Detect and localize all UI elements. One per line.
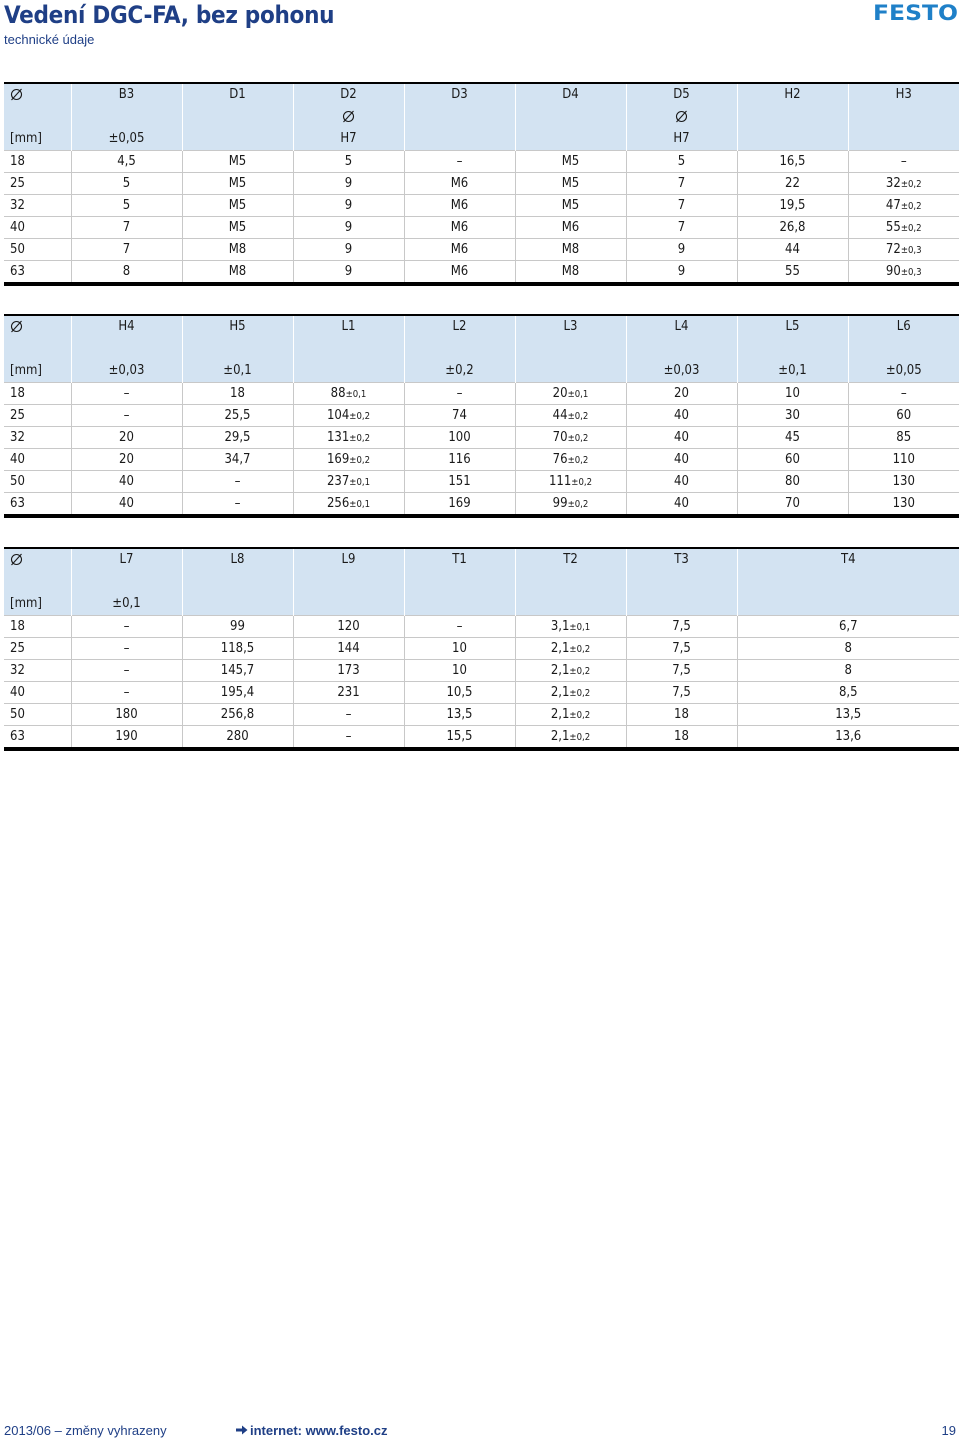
- tolerance: ±0,2: [900, 223, 922, 234]
- table-cell: 7: [626, 173, 737, 195]
- table-cell: 256±0,1: [293, 493, 404, 517]
- column-header: D5: [626, 83, 737, 106]
- table-row: [4, 726, 959, 750]
- header-cell: [626, 106, 737, 128]
- table-cell: 130: [848, 471, 959, 493]
- column-header: T3: [626, 548, 737, 571]
- table-cell: 2,1±0,2: [515, 726, 626, 750]
- header-cell: [404, 571, 515, 593]
- table-cell: 25,5: [182, 405, 293, 427]
- table-cell: 10,5: [404, 682, 515, 704]
- table-cell: 60: [737, 449, 848, 471]
- table-cell: 180: [71, 704, 182, 726]
- table-cell: –: [182, 493, 293, 517]
- table-row: [4, 217, 959, 239]
- column-header: L6: [848, 315, 959, 338]
- page-subtitle: technické údaje: [4, 32, 95, 47]
- table-cell: M5: [182, 151, 293, 173]
- table-cell: 9: [293, 195, 404, 217]
- table-cell: 85: [848, 427, 959, 449]
- table-cell: 45: [737, 427, 848, 449]
- table-cell: 195,4: [182, 682, 293, 704]
- table-cell: 116: [404, 449, 515, 471]
- table-cell: 7,5: [626, 616, 737, 638]
- table-cell: 22: [737, 173, 848, 195]
- column-header: L4: [626, 315, 737, 338]
- table-cell: 19,5: [737, 195, 848, 217]
- table-cell: –: [71, 660, 182, 682]
- header-cell: [4, 338, 71, 360]
- table-cell: 25: [4, 405, 71, 427]
- table-cell: 74: [404, 405, 515, 427]
- table-cell: 8: [737, 660, 959, 682]
- table-cell: 40: [71, 471, 182, 493]
- table-cell: 8: [737, 638, 959, 660]
- table-cell: 63: [4, 493, 71, 517]
- table-cell: 40: [71, 493, 182, 517]
- table-cell: 3,1±0,1: [515, 616, 626, 638]
- header-cell: [182, 338, 293, 360]
- table-cell: 10: [404, 638, 515, 660]
- table-row: [4, 616, 959, 638]
- table-cell: –: [848, 151, 959, 173]
- table-cell: M5: [515, 173, 626, 195]
- column-header: H2: [737, 83, 848, 106]
- tolerance-header: [626, 593, 737, 616]
- table-cell: 70: [737, 493, 848, 517]
- tolerance-header: ±0,1: [71, 593, 182, 616]
- table-cell: 7: [626, 195, 737, 217]
- column-header: L3: [515, 315, 626, 338]
- table-cell: 15,5: [404, 726, 515, 750]
- diameter-header: [4, 83, 71, 106]
- tolerance-header: [737, 128, 848, 151]
- table-cell: 2,1±0,2: [515, 682, 626, 704]
- table-cell: 50: [4, 239, 71, 261]
- table-cell: –: [182, 471, 293, 493]
- table-cell: 151: [404, 471, 515, 493]
- tolerance: ±0,2: [567, 499, 589, 510]
- table-cell: 55: [737, 261, 848, 285]
- header-cell: [515, 338, 626, 360]
- column-header: T2: [515, 548, 626, 571]
- table-cell: –: [71, 616, 182, 638]
- table-cell: 190: [71, 726, 182, 750]
- dimensions-table-2: [4, 314, 959, 518]
- table-cell: 44±0,2: [515, 405, 626, 427]
- tolerance: ±0,2: [569, 688, 591, 699]
- table-cell: 40: [4, 449, 71, 471]
- table-row: [4, 704, 959, 726]
- table-cell: 32±0,2: [848, 173, 959, 195]
- header-cell: [182, 106, 293, 128]
- tolerance-header: ±0,1: [737, 360, 848, 383]
- column-header: D4: [515, 83, 626, 106]
- unit-header: [mm]: [4, 360, 71, 383]
- tolerance: ±0,2: [569, 644, 591, 655]
- table-cell: 5: [71, 195, 182, 217]
- table-cell: 280: [182, 726, 293, 750]
- table-row: [4, 405, 959, 427]
- footer-link-text: internet: www.festo.cz: [250, 1423, 388, 1438]
- table-row: [4, 239, 959, 261]
- table-cell: 118,5: [182, 638, 293, 660]
- tolerance: ±0,2: [567, 411, 589, 422]
- table-cell: M5: [515, 195, 626, 217]
- table-cell: 20±0,1: [515, 383, 626, 405]
- tolerance-header: [737, 593, 959, 616]
- header-cell: [515, 571, 626, 593]
- tolerance: ±0,2: [569, 710, 591, 721]
- table-cell: 63: [4, 726, 71, 750]
- tolerance: ±0,1: [569, 622, 591, 633]
- page-title: Vedení DGC-FA, bez pohonu: [4, 1, 335, 29]
- table-cell: 20: [626, 383, 737, 405]
- column-header: H3: [848, 83, 959, 106]
- table-cell: 10: [404, 660, 515, 682]
- table-row: [4, 449, 959, 471]
- table-cell: 7,5: [626, 682, 737, 704]
- table-cell: –: [71, 682, 182, 704]
- tolerance-header: ±0,2: [404, 360, 515, 383]
- table-cell: 18: [182, 383, 293, 405]
- table-cell: 40: [626, 493, 737, 517]
- table-cell: –: [404, 151, 515, 173]
- tolerance: ±0,2: [569, 732, 591, 743]
- tolerance: ±0,1: [567, 389, 589, 400]
- tolerance-header: [404, 128, 515, 151]
- table-cell: 18: [4, 616, 71, 638]
- table-cell: 76±0,2: [515, 449, 626, 471]
- table-cell: 72±0,3: [848, 239, 959, 261]
- table-cell: –: [404, 616, 515, 638]
- table-cell: 7: [71, 217, 182, 239]
- table-cell: 40: [4, 682, 71, 704]
- header-cell: [626, 571, 737, 593]
- table-cell: 20: [71, 427, 182, 449]
- table-cell: 169: [404, 493, 515, 517]
- table-cell: 88±0,1: [293, 383, 404, 405]
- column-header: T4: [737, 548, 959, 571]
- unit-header: [mm]: [4, 593, 71, 616]
- table-cell: M6: [404, 217, 515, 239]
- table-cell: 18: [626, 726, 737, 750]
- table-cell: 120: [293, 616, 404, 638]
- table-row: [4, 261, 959, 285]
- tolerance-header: ±0,05: [71, 128, 182, 151]
- table-cell: M6: [404, 239, 515, 261]
- table-cell: 99±0,2: [515, 493, 626, 517]
- table-cell: 13,6: [737, 726, 959, 750]
- table-cell: 130: [848, 493, 959, 517]
- table-cell: 18: [626, 704, 737, 726]
- tolerance: ±0,2: [567, 455, 589, 466]
- table-row: [4, 383, 959, 405]
- table-cell: M6: [515, 217, 626, 239]
- column-header: L9: [293, 548, 404, 571]
- table-cell: 26,8: [737, 217, 848, 239]
- table-cell: M8: [515, 239, 626, 261]
- table-cell: 8: [71, 261, 182, 285]
- table-cell: –: [293, 726, 404, 750]
- table-cell: 40: [4, 217, 71, 239]
- table-cell: 18: [4, 383, 71, 405]
- table-cell: 25: [4, 173, 71, 195]
- table-cell: 32: [4, 660, 71, 682]
- table-cell: 2,1±0,2: [515, 660, 626, 682]
- tolerance: ±0,2: [349, 455, 371, 466]
- column-header: L7: [71, 548, 182, 571]
- unit-header: [mm]: [4, 128, 71, 151]
- table-cell: 173: [293, 660, 404, 682]
- tolerance: ±0,3: [900, 267, 922, 278]
- table-cell: 50: [4, 704, 71, 726]
- table-cell: 25: [4, 638, 71, 660]
- tolerance: ±0,1: [349, 477, 371, 488]
- table-cell: –: [71, 405, 182, 427]
- dimensions-table-1: [4, 82, 959, 286]
- table-cell: 8,5: [737, 682, 959, 704]
- tolerance: ±0,2: [569, 666, 591, 677]
- table-cell: 7,5: [626, 660, 737, 682]
- table-cell: 6,7: [737, 616, 959, 638]
- column-header: L2: [404, 315, 515, 338]
- header-cell: [737, 106, 848, 128]
- table-cell: 144: [293, 638, 404, 660]
- diameter-header: [4, 548, 71, 571]
- tolerance: ±0,3: [900, 245, 922, 256]
- tolerance-header: [293, 360, 404, 383]
- table-cell: 9: [626, 261, 737, 285]
- table-cell: 110: [848, 449, 959, 471]
- table-cell: –: [404, 383, 515, 405]
- table-cell: 231: [293, 682, 404, 704]
- tolerance: ±0,2: [900, 179, 922, 190]
- table-cell: 7: [71, 239, 182, 261]
- table-cell: 13,5: [737, 704, 959, 726]
- table-row: [4, 471, 959, 493]
- column-header: D2: [293, 83, 404, 106]
- header-cell: [626, 338, 737, 360]
- tolerance-header: [404, 593, 515, 616]
- header-cell: [737, 571, 959, 593]
- column-header: H4: [71, 315, 182, 338]
- table-cell: 60: [848, 405, 959, 427]
- tolerance: ±0,2: [571, 477, 593, 488]
- table-row: [4, 151, 959, 173]
- tolerance-header: [848, 128, 959, 151]
- column-header: T1: [404, 548, 515, 571]
- table-row: [4, 638, 959, 660]
- table-cell: 32: [4, 195, 71, 217]
- festo-logo: [873, 2, 958, 24]
- table-cell: M5: [182, 195, 293, 217]
- header-cell: [293, 106, 404, 128]
- table-cell: 90±0,3: [848, 261, 959, 285]
- table-cell: 70±0,2: [515, 427, 626, 449]
- table-cell: 63: [4, 261, 71, 285]
- arrow-right-icon: [236, 1424, 248, 1436]
- tolerance-header: ±0,1: [182, 360, 293, 383]
- footer-date-note: 2013/06 – změny vyhrazeny: [4, 1423, 167, 1438]
- diameter-header: [4, 315, 71, 338]
- table-cell: 9: [293, 261, 404, 285]
- table-cell: –: [71, 638, 182, 660]
- table-row: [4, 682, 959, 704]
- table-cell: 7,5: [626, 638, 737, 660]
- column-header: L5: [737, 315, 848, 338]
- table-cell: 10: [737, 383, 848, 405]
- header-cell: [293, 338, 404, 360]
- table-cell: M5: [182, 173, 293, 195]
- table-cell: M8: [182, 261, 293, 285]
- table-cell: 5: [71, 173, 182, 195]
- table-cell: 169±0,2: [293, 449, 404, 471]
- table-row: [4, 173, 959, 195]
- column-header: L8: [182, 548, 293, 571]
- table-cell: 55±0,2: [848, 217, 959, 239]
- table-cell: 40: [626, 449, 737, 471]
- table-cell: 80: [737, 471, 848, 493]
- table-cell: 40: [626, 471, 737, 493]
- header-cell: [515, 106, 626, 128]
- table-cell: 34,7: [182, 449, 293, 471]
- header-cell: [404, 338, 515, 360]
- table-cell: 99: [182, 616, 293, 638]
- table-cell: 29,5: [182, 427, 293, 449]
- table-cell: 18: [4, 151, 71, 173]
- table-cell: M6: [404, 195, 515, 217]
- table-cell: 9: [626, 239, 737, 261]
- header-cell: [404, 106, 515, 128]
- diameter-icon: [10, 320, 23, 333]
- table-cell: 9: [293, 173, 404, 195]
- tolerance: ±0,2: [900, 201, 922, 212]
- footer-internet-link[interactable]: [236, 1423, 387, 1438]
- tolerance: ±0,1: [345, 389, 367, 400]
- table-cell: –: [293, 704, 404, 726]
- tolerance-header: [515, 360, 626, 383]
- table-cell: 5: [626, 151, 737, 173]
- header-cell: [71, 338, 182, 360]
- column-header: B3: [71, 83, 182, 106]
- table-cell: 50: [4, 471, 71, 493]
- column-header: D3: [404, 83, 515, 106]
- tolerance: ±0,2: [349, 433, 371, 444]
- table-cell: 2,1±0,2: [515, 638, 626, 660]
- table-cell: M8: [515, 261, 626, 285]
- page-number: 19: [941, 1423, 956, 1438]
- table-cell: 100: [404, 427, 515, 449]
- header-cell: [737, 338, 848, 360]
- tolerance: ±0,1: [349, 499, 371, 510]
- header-cell: [71, 571, 182, 593]
- table-cell: 9: [293, 239, 404, 261]
- table-cell: 4,5: [71, 151, 182, 173]
- table-cell: 7: [626, 217, 737, 239]
- header-cell: [4, 571, 71, 593]
- tolerance-header: [293, 593, 404, 616]
- table-row: [4, 660, 959, 682]
- table-cell: 9: [293, 217, 404, 239]
- table-cell: 20: [71, 449, 182, 471]
- diameter-icon: [675, 110, 688, 123]
- table-cell: 2,1±0,2: [515, 704, 626, 726]
- tolerance-header: [515, 593, 626, 616]
- table-cell: 237±0,1: [293, 471, 404, 493]
- header-cell: [71, 106, 182, 128]
- table-row: [4, 195, 959, 217]
- tolerance-header: H7: [626, 128, 737, 151]
- table-cell: –: [71, 383, 182, 405]
- table-cell: 40: [626, 405, 737, 427]
- table-cell: M5: [515, 151, 626, 173]
- table-cell: 40: [626, 427, 737, 449]
- tolerance-header: [182, 128, 293, 151]
- column-header: D1: [182, 83, 293, 106]
- table-cell: M6: [404, 173, 515, 195]
- svg-text:FESTO: FESTO: [873, 2, 958, 24]
- column-header: H5: [182, 315, 293, 338]
- table-cell: –: [848, 383, 959, 405]
- table-cell: 47±0,2: [848, 195, 959, 217]
- tolerance-header: [515, 128, 626, 151]
- header-cell: [182, 571, 293, 593]
- table-cell: 111±0,2: [515, 471, 626, 493]
- table-cell: 104±0,2: [293, 405, 404, 427]
- tolerance-header: ±0,05: [848, 360, 959, 383]
- table-cell: 13,5: [404, 704, 515, 726]
- table-row: [4, 427, 959, 449]
- table-cell: 44: [737, 239, 848, 261]
- tolerance: ±0,2: [567, 433, 589, 444]
- table-cell: 256,8: [182, 704, 293, 726]
- tolerance: ±0,2: [349, 411, 371, 422]
- tolerance-header: ±0,03: [71, 360, 182, 383]
- diameter-icon: [10, 88, 23, 101]
- header-cell: [293, 571, 404, 593]
- table-cell: 32: [4, 427, 71, 449]
- column-header: L1: [293, 315, 404, 338]
- dimensions-table-3: [4, 547, 959, 751]
- header-cell: [848, 106, 959, 128]
- table-cell: M5: [182, 217, 293, 239]
- table-cell: 131±0,2: [293, 427, 404, 449]
- table-cell: 16,5: [737, 151, 848, 173]
- diameter-icon: [10, 553, 23, 566]
- table-cell: 5: [293, 151, 404, 173]
- table-cell: 30: [737, 405, 848, 427]
- tolerance-header: H7: [293, 128, 404, 151]
- diameter-icon: [342, 110, 355, 123]
- table-cell: M6: [404, 261, 515, 285]
- page-footer: [4, 1423, 956, 1439]
- tolerance-header: ±0,03: [626, 360, 737, 383]
- header-cell: [848, 338, 959, 360]
- table-cell: M8: [182, 239, 293, 261]
- tolerance-header: [182, 593, 293, 616]
- table-cell: 145,7: [182, 660, 293, 682]
- header-cell: [4, 106, 71, 128]
- table-row: [4, 493, 959, 517]
